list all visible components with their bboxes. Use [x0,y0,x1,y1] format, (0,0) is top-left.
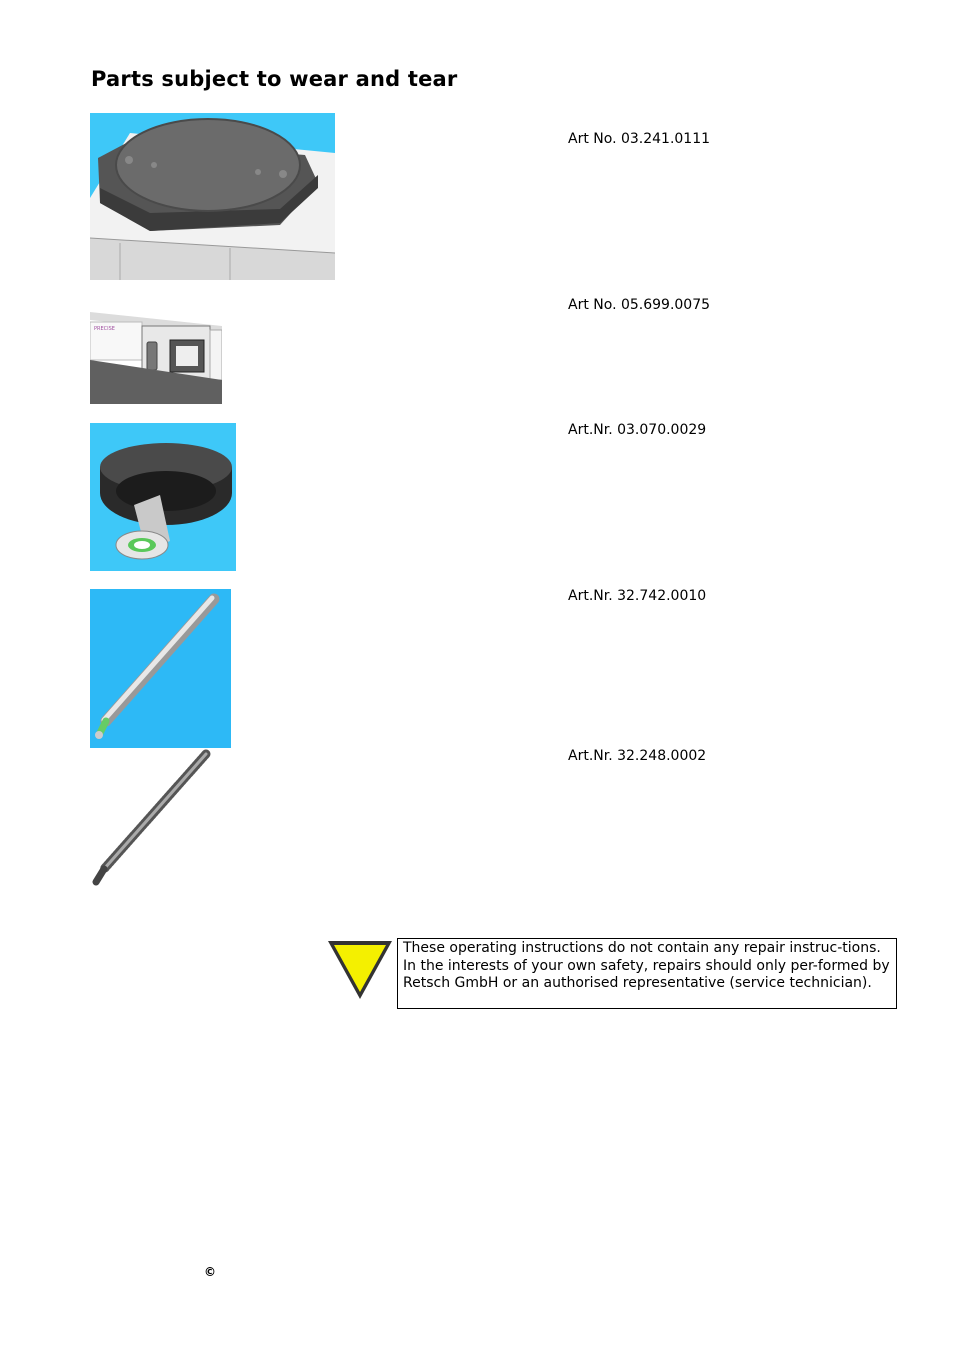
part-image-flange [90,423,236,571]
page-title: Parts subject to wear and tear [91,67,458,91]
part-art-no: Art.Nr. 03.070.0029 [568,422,707,438]
part-image-guide-rod [90,589,231,748]
part-art-no: Art No. 03.241.0111 [568,131,711,147]
part-image-rear-panel [90,312,222,404]
part-art-no: Art.Nr. 32.742.0010 [568,588,707,604]
repair-notice: These operating instructions do not contain any repair instruc-tions. In the interests of your own safety, repairs should only per-formed by Retsch GmbH or an authorised representative (service technician). [397,938,897,1009]
part-image-base-plate [90,113,335,280]
part-art-no: Art.Nr. 32.248.0002 [568,748,707,764]
svg-text:PRECISE: PRECISE [94,326,115,332]
warning-triangle-icon [322,937,396,1001]
part-image-threaded-rod [90,749,212,887]
part-art-no: Art No. 05.699.0075 [568,297,711,313]
copyright-symbol: © [204,1265,216,1279]
